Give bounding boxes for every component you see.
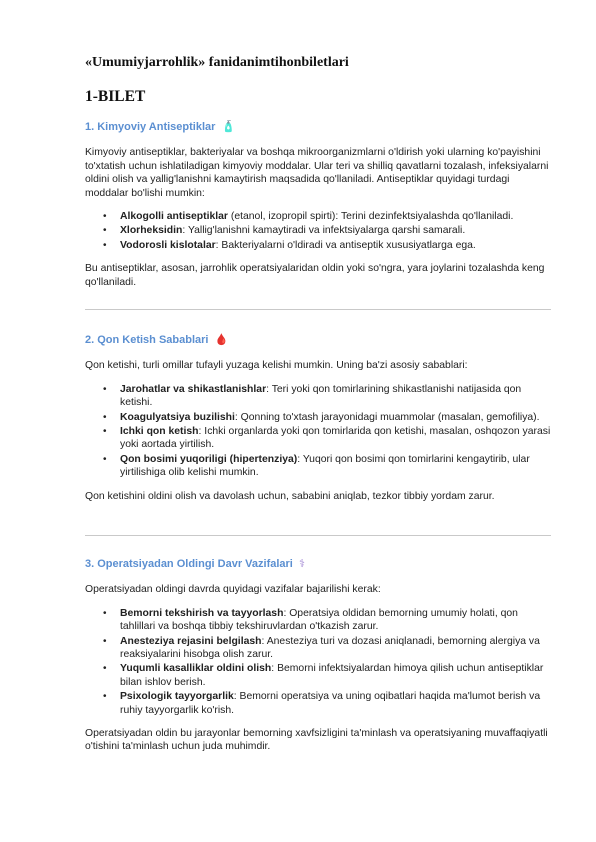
bullet-icon: • (103, 663, 107, 675)
list-item-text: : Bemorni operatsiya va uning oqibatlari haqida ma'lumot berish va ruhiy tayyorgarlik ko'rish. (120, 691, 541, 716)
section-heading-text: 1. Kimyoviy Antiseptiklar (85, 121, 216, 133)
list-item-term: Bemorni tekshirish va tayyorlash (120, 607, 284, 619)
list-item-text: : Anesteziya turi va dozasi aniqlanadi, bemorning alergiya va reaksiyalarini hisobga olish zarur. (120, 635, 540, 661)
bullet-icon: • (103, 225, 107, 237)
bullet-icon: • (103, 411, 107, 423)
list-item-text: : Yallig'lanishni kamaytiradi va infektsiyalarga qarshi samarali. (182, 225, 466, 237)
list-item-term: Qon bosimi yuqoriligi (hipertenziya) (120, 453, 298, 465)
list-item-text: : Ichki organlarda yoki qon tomirlarida qon ketishi, masalan, oshqozon yarasi yoki aortada yirtilish. (120, 426, 551, 451)
section-heading (85, 334, 555, 347)
list-item (85, 383, 555, 410)
section-intro: Qon ketishi, turli omillar tufayli yuzaga kelishi mumkin. Uning ba'zi asosiy sabablari: (85, 360, 468, 372)
horizontal-divider (85, 309, 551, 310)
list-item (85, 224, 555, 237)
section-outro: Bu antiseptiklar, asosan, jarrohlik operatsiyalaridan oldin yoki so'ngra, yara joylarini tozalashda keng qo'llaniladi. (85, 263, 545, 288)
list-item-text: : Teri yoki qon tomirlarining shikastlanishi natijasida qon ketishi. (120, 383, 522, 409)
list-item-text: : Bakteriyalarni o'ldiradi va antiseptik xususiyatlarga ega. (215, 239, 476, 251)
bullet-list (85, 607, 555, 717)
list-item-term: Psixologik tayyorgarlik (120, 691, 234, 703)
list-item (85, 210, 555, 223)
lotion-bottle-icon: 🧴 (221, 121, 236, 133)
list-item-term: Xlorheksidin (120, 225, 183, 237)
list-item-text: (etanol, izopropil spirti): Terini dezinfektsiyalashda qo'llaniladi. (227, 211, 514, 223)
list-item-term: Jarohatlar va shikastlanishlar (120, 383, 267, 395)
list-item-text: : Operatsiya oldidan bemorning umumiy holati, qon tahlillari va boshqa tibbiy tekshiruvlardan o'tkazish zarur. (120, 607, 518, 633)
bullet-icon: • (103, 211, 107, 223)
section-outro: Qon ketishini oldini olish va davolash uchun, sababini aniqlab, tezkor tibbiy yordam zarur. (85, 490, 495, 502)
bilet-heading: 1-BILET (85, 88, 146, 105)
list-item-term: Koagulyatsiya buzilishi (120, 411, 235, 423)
bullet-icon: • (103, 239, 107, 251)
section-preoperative-tasks (85, 558, 555, 754)
section-antiseptics (85, 121, 555, 289)
bullet-icon: • (103, 426, 107, 438)
bullet-list (85, 210, 555, 252)
list-item-term: Anesteziya rejasini belgilash (120, 635, 262, 647)
list-item-term: Alkogolli antiseptiklar (120, 211, 228, 223)
list-item-term: Vodorosli kislotalar (120, 239, 216, 251)
list-item-text: : Qonning to'xtash jarayonidagi muammolar (masalan, gemofiliya). (234, 411, 540, 423)
bullet-icon: • (103, 691, 107, 703)
section-intro: Operatsiyadan oldingi davrda quyidagi vazifalar bajarilishi kerak: (85, 584, 381, 596)
bullet-icon: • (103, 383, 107, 395)
bullet-list (85, 383, 555, 480)
horizontal-divider (85, 535, 551, 536)
caduceus-icon: ⚕ (298, 558, 305, 570)
list-item (85, 635, 555, 662)
section-outro: Operatsiyadan oldin bu jarayonlar bemorning xavfsizligini ta'minlash va operatsiyaning muvaffaqiyatli o'tishini ta'minlash uchun juda muhimdir. (85, 728, 548, 753)
bullet-icon: • (103, 453, 107, 465)
list-item (85, 411, 555, 424)
list-item (85, 425, 555, 452)
section-heading (85, 558, 555, 571)
list-item (85, 453, 555, 480)
section-intro: Kimyoviy antiseptiklar, bakteriyalar va boshqa mikroorganizmlarni o'ldirish yoki ularning ko'payishini to'xtatish uchun ishlatiladigan kimyoviy moddalar. Ular teri va shilliq qavatlarni tozalash, infeksiyalarni oldini olish va yallig'lanishni kamaytirish maqsadida qo'llaniladi. Antiseptiklar quyidagi turdagi moddalar bo'lishi mumkin: (85, 147, 549, 199)
bullet-icon: • (103, 607, 107, 619)
section-heading-text: 3. Operatsiyadan Oldingi Davr Vazifalari (85, 558, 293, 570)
section-heading (85, 121, 555, 134)
list-item (85, 690, 555, 717)
list-item (85, 239, 555, 252)
blood-drop-icon: 🩸 (214, 334, 229, 346)
list-item (85, 607, 555, 634)
section-bleeding-causes (85, 334, 555, 503)
bullet-icon: • (103, 635, 107, 647)
section-heading-text: 2. Qon Ketish Sabablari (85, 334, 209, 346)
list-item-text: : Bemorni infektsiyalardan himoya qilish uchun antiseptiklar bilan ishlov berish. (120, 663, 544, 688)
document-title: «Umumiyjarrohlik» fanidanimtihonbiletlari (85, 55, 349, 70)
list-item-text: : Yuqori qon bosimi qon tomirlarini kengaytirib, ular yirtilishiga olib kelishi mumkin. (120, 453, 530, 479)
list-item-term: Ichki qon ketish (120, 426, 199, 438)
list-item (85, 662, 555, 689)
list-item-term: Yuqumli kasalliklar oldini olish (120, 663, 272, 675)
